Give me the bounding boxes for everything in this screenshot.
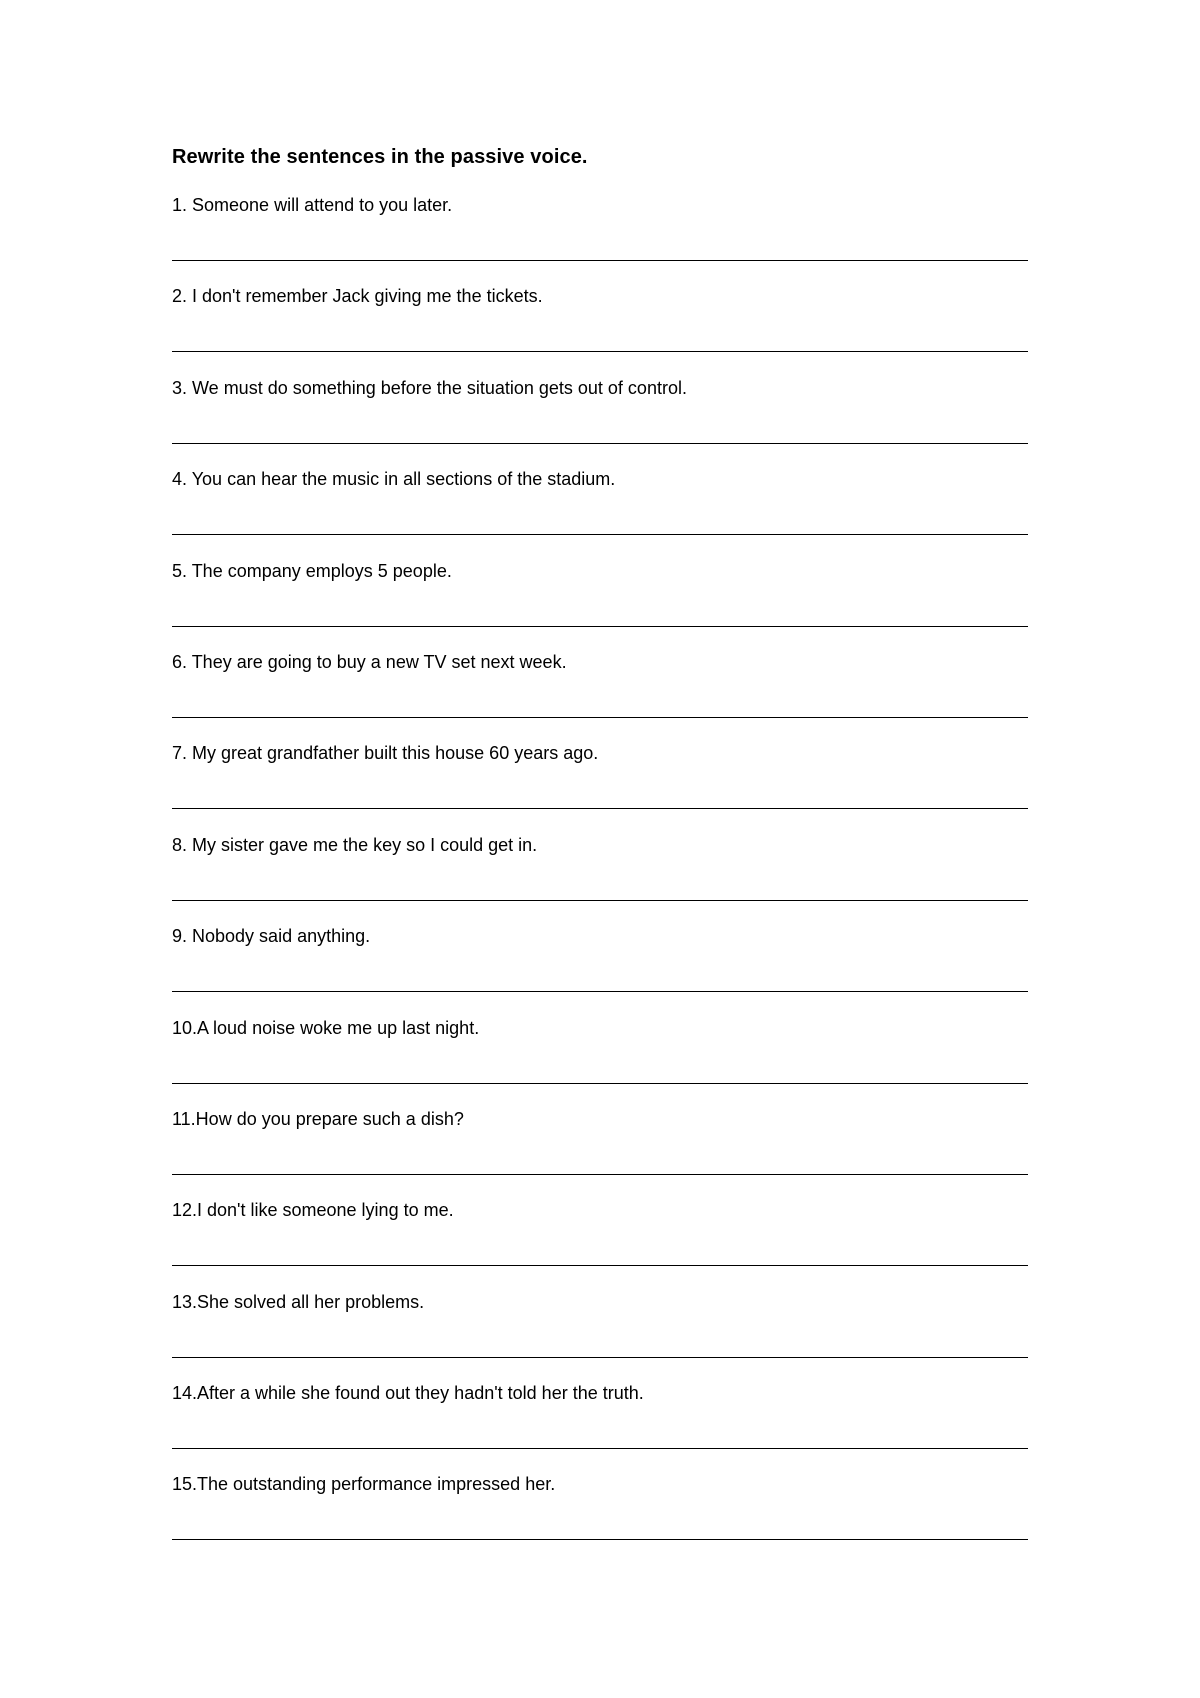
answer-line[interactable]	[172, 1083, 1028, 1084]
exercise-sentence: 14.After a while she found out they hadn't told her the truth.	[172, 1383, 644, 1404]
answer-line[interactable]	[172, 991, 1028, 992]
answer-line[interactable]	[172, 1174, 1028, 1175]
exercise-item	[172, 1291, 1028, 1382]
exercise-item	[172, 1199, 1028, 1290]
exercise-list	[172, 194, 1028, 1565]
exercise-item	[172, 1473, 1028, 1564]
exercise-sentence: 1. Someone will attend to you later.	[172, 195, 453, 215]
exercise-item	[172, 377, 1028, 468]
exercise-sentence: 8. My sister gave me the key so I could get in.	[172, 834, 538, 855]
exercise-item	[172, 925, 1028, 1016]
answer-line[interactable]	[172, 1357, 1028, 1358]
exercise-sentence: 11.How do you prepare such a dish?	[172, 1108, 464, 1129]
exercise-item	[172, 194, 1028, 285]
exercise-item	[172, 1108, 1028, 1199]
exercise-sentence: 15.The outstanding performance impressed her.	[172, 1474, 556, 1495]
answer-line[interactable]	[172, 1265, 1028, 1266]
answer-line[interactable]	[172, 351, 1028, 352]
exercise-item	[172, 560, 1028, 651]
exercise-sentence: 4. You can hear the music in all sections of the stadium.	[172, 469, 616, 490]
exercise-item	[172, 468, 1028, 559]
exercise-sentence: 12.I don't like someone lying to me.	[172, 1200, 454, 1221]
answer-line[interactable]	[172, 534, 1028, 535]
answer-line[interactable]	[172, 1539, 1028, 1540]
exercise-item	[172, 651, 1028, 742]
exercise-item	[172, 1382, 1028, 1473]
exercise-sentence: 13.She solved all her problems.	[172, 1291, 425, 1312]
answer-line[interactable]	[172, 900, 1028, 901]
answer-line[interactable]	[172, 260, 1028, 261]
exercise-sentence: 5. The company employs 5 people.	[172, 560, 452, 581]
answer-line[interactable]	[172, 808, 1028, 809]
worksheet-title: Rewrite the sentences in the passive voice.	[172, 146, 588, 168]
exercise-item	[172, 1017, 1028, 1108]
exercise-sentence: 3. We must do something before the situation gets out of control.	[172, 377, 687, 398]
exercise-sentence: 6. They are going to buy a new TV set next week.	[172, 651, 567, 672]
answer-line[interactable]	[172, 626, 1028, 627]
exercise-sentence: 10.A loud noise woke me up last night.	[172, 1017, 480, 1038]
answer-line[interactable]	[172, 717, 1028, 718]
exercise-sentence: 7. My great grandfather built this house 60 years ago.	[172, 743, 599, 764]
answer-line[interactable]	[172, 443, 1028, 444]
answer-line[interactable]	[172, 1448, 1028, 1449]
exercise-sentence: 2. I don't remember Jack giving me the tickets.	[172, 286, 543, 307]
exercise-sentence: 9. Nobody said anything.	[172, 926, 371, 947]
exercise-item	[172, 834, 1028, 925]
exercise-item	[172, 285, 1028, 376]
exercise-item	[172, 742, 1028, 833]
